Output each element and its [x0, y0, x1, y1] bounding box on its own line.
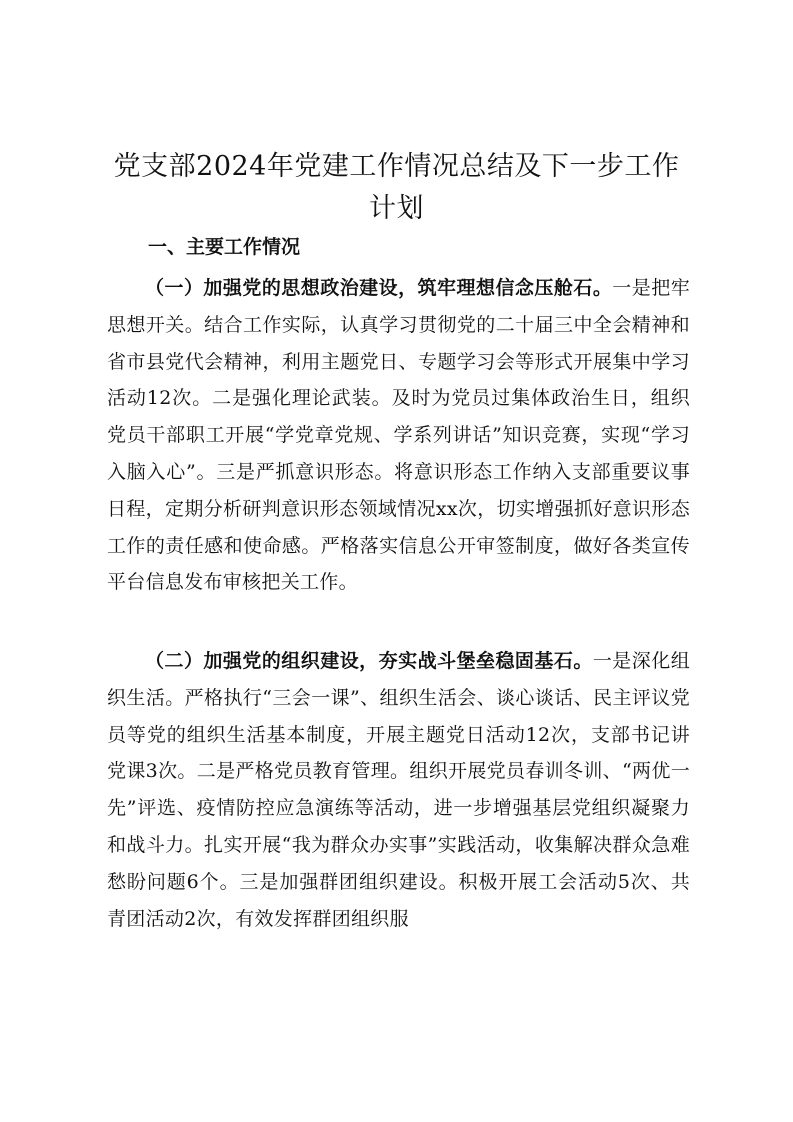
- paragraph-lead: （一）加强党的思想政治建设，筑牢理想信念压舱石。: [145, 277, 613, 299]
- paragraph-organizational-building: [107, 643, 690, 937]
- paragraph-ideological-building: [107, 270, 690, 601]
- paragraph-body: 一是把牢思想开关。结合工作实际，认真学习贯彻党的二十届三中全会精神和省市县党代会精神，利用主题党日、专题学习会等形式开展集中学习活动12次。二是强化理论武装。及时为党员过集体政治生日，组织党员干部职工开展“学党章党规、学系列讲话”知识竞赛，实现“学习入脑入心”。三是严抓意识形态。将意识形态工作纳入支部重要议事日程，定期分析研判意识形态领域情况xx次，切实增强抓好意识形态工作的责任感和使命感。严格落实信息公开审签制度，做好各类宣传平台信息发布审核把关工作。: [107, 277, 691, 594]
- paragraph-body: 一是深化组织生活。严格执行“三会一课”、组织生活会、谈心谈话、民主评议党员等党的组织生活基本制度，开展主题党日活动12次，支部书记讲党课3次。二是严格党员教育管理。组织开展党员春训冬训、“两优一先”评选、疫情防控应急演练等活动，进一步增强基层党组织凝聚力和战斗力。扎实开展“我为群众办实事”实践活动，收集解决群众急难愁盼问题6个。三是加强群团组织建设。积极开展工会活动5次、共青团活动2次，有效发挥群团组织服: [107, 650, 690, 930]
- paragraph-lead: （二）加强党的组织建设，夯实战斗堡垒稳固基石。: [145, 650, 593, 672]
- section-heading: 一、主要工作情况: [148, 236, 301, 258]
- document-title: 党支部2024年党建工作情况总结及下一步工作计划: [113, 151, 680, 224]
